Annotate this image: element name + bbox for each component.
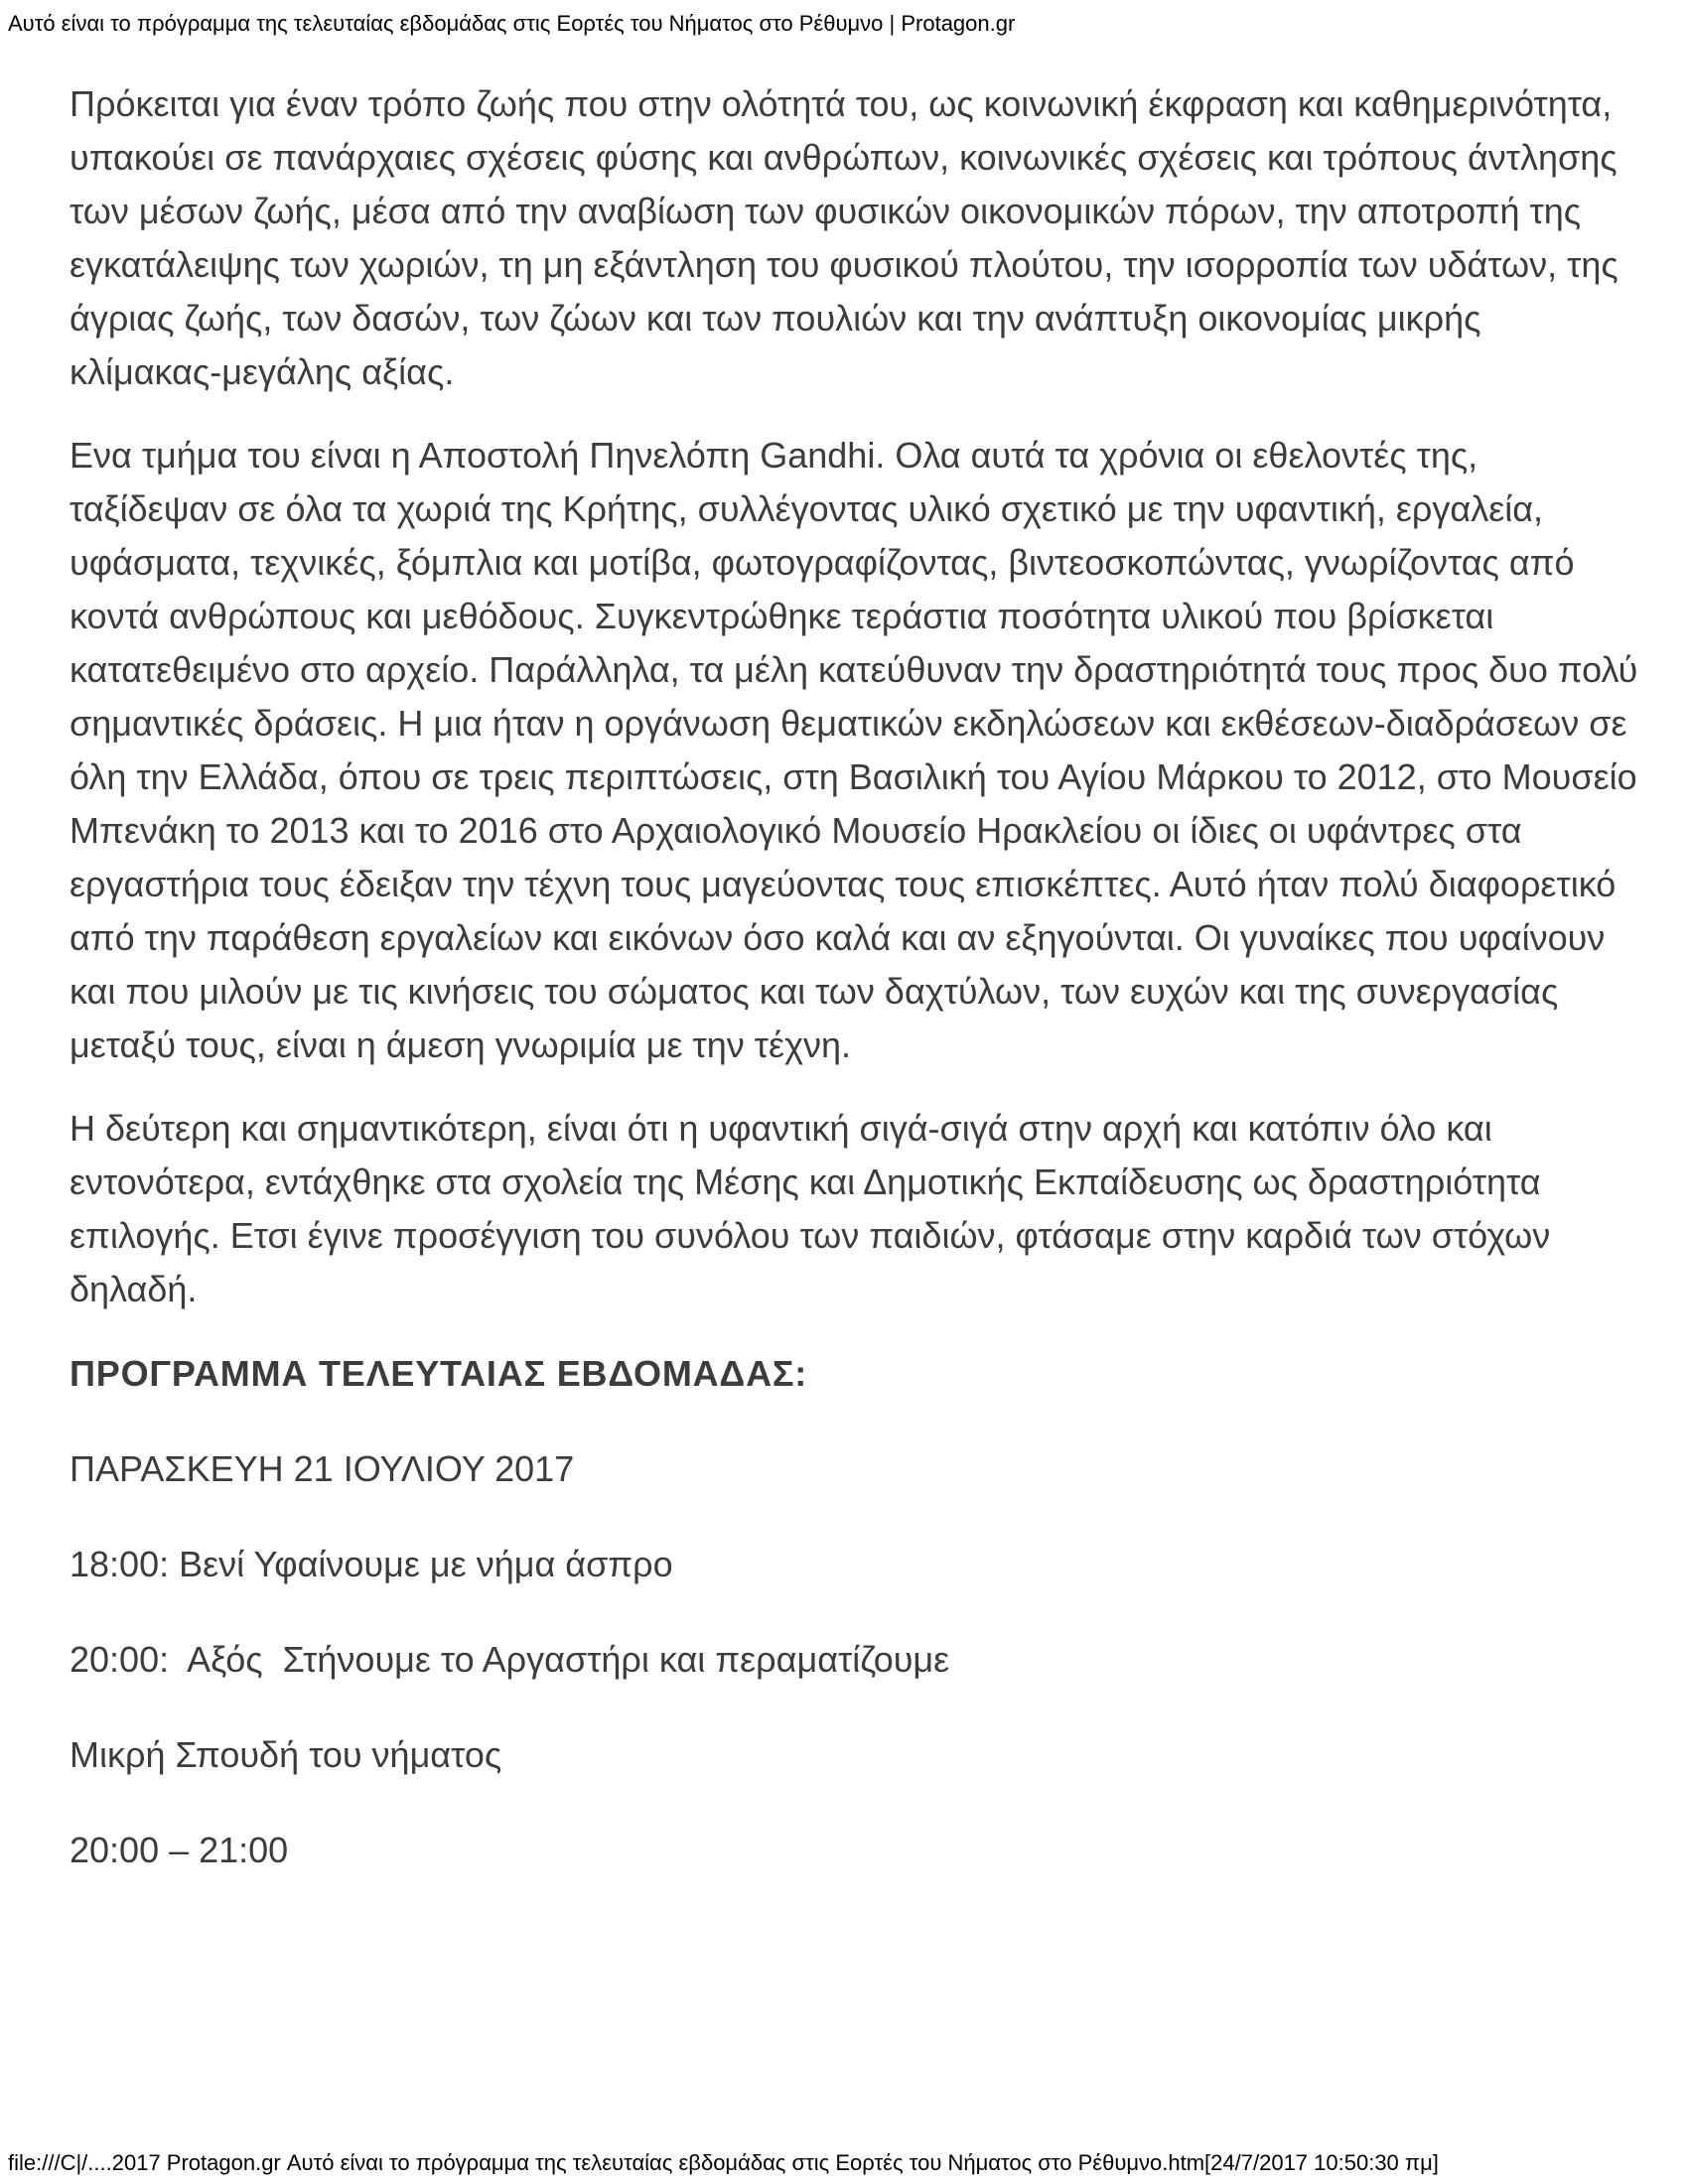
article-body xyxy=(70,77,1638,1877)
print-header-title: Αυτό είναι το πρόγραμμα της τελευταίας εβδομάδας στις Εορτές του Νήματος στο Ρέθυμνο | Protagon.gr xyxy=(8,11,1016,36)
article-paragraph: Ενα τμήμα του είναι η Αποστολή Πηνελόπη Gandhi. Ολα αυτά τα χρόνια οι εθελοντές της, ταξίδεψαν σε όλα τα χωριά της Κρήτης, συλλέγοντας υλικό σχετικό με την υφαντική, εργαλεία, υφάσματα, τεχνικές, ξόμπλια και μοτίβα, φωτογραφίζοντας, βιντεοσκοπώντας, γνωρίζοντας από κοντά ανθρώπους και μεθόδους. Συγκεντρώθηκε τεράστια ποσότητα υλικού που βρίσκεται κατατεθειμένο στο αρχείο. Παράλληλα, τα μέλη κατεύθυναν την δραστηριότητά τους προς δυο πολύ σημαντικές δράσεις. Η μια ήταν η οργάνωση θεματικών εκδηλώσεων και εκθέσεων-διαδράσεων σε όλη την Ελλάδα, όπου σε τρεις περιπτώσεις, στη Βασιλική του Αγίου Μάρκου το 2012, στο Μουσείο Μπενάκη το 2013 και το 2016 στο Αρχαιολογικό Μουσείο Ηρακλείου οι ίδιες οι υφάντρες στα εργαστήρια τους έδειξαν την τέχνη τους μαγεύοντας τους επισκέπτες. Αυτό ήταν πολύ διαφορετικό από την παράθεση εργαλείων και εικόνων όσο καλά και αν εξηγούνται. Οι γυναίκες που υφαίνουν και που μιλούν με τις κινήσεις του σώματος και των δαχτύλων, των ευχών και της συνεργασίας μεταξύ τους, είναι η άμεση γνωριμία με την τέχνη. xyxy=(70,435,1638,1065)
article-paragraph: Πρόκειται για έναν τρόπο ζωής που στην ολότητά του, ως κοινωνική έκφραση και καθημερινότητα, υπακούει σε πανάρχαιες σχέσεις φύσης και ανθρώπων, κοινωνικές σχέσεις και τρόπους άντλησης των μέσων ζωής, μέσα από την αναβίωση των φυσικών οικονομικών πόρων, την αποτροπή της εγκατάλειψης των χωριών, τη μη εξάντληση του φυσικού πλούτου, την ισορροπία των υδάτων, της άγριας ζωής, των δασών, των ζώων και των πουλιών και την ανάπτυξη οικονομίας μικρής κλίμακας-μεγάλης αξίας. xyxy=(70,83,1618,392)
program-heading: ΠΡΟΓΡΑΜΜΑ ΤΕΛΕΥΤΑΙΑΣ ΕΒΔΟΜΑΔΑΣ: xyxy=(70,1353,808,1394)
program-item: 18:00: Βενί Υφαίνουμε με νήμα άσπρο xyxy=(70,1544,673,1584)
program-day: ΠΑΡΑΣΚΕΥΗ 21 ΙΟΥΛΙΟΥ 2017 xyxy=(70,1448,575,1489)
program-item: 20:00: Αξός Στήνουμε το Αργαστήρι και περαματίζουμε xyxy=(70,1639,950,1680)
program-time: 20:00 – 21:00 xyxy=(70,1830,289,1870)
program-list xyxy=(70,1442,1638,1877)
article-paragraph: Η δεύτερη και σημαντικότερη, είναι ότι η υφαντική σιγά-σιγά στην αρχή και κατόπιν όλο και εντονότερα, εντάχθηκε στα σχολεία της Μέσης και Δημοτικής Εκπαίδευσης ως δραστηριότητα επιλογής. Ετσι έγινε προσέγγιση του συνόλου των παιδιών, φτάσαμε στην καρδιά των στόχων δηλαδή. xyxy=(70,1108,1551,1309)
program-item: Μικρή Σπουδή του νήματος xyxy=(70,1734,502,1775)
print-footer-path: file:///C|/....2017 Protagon.gr Αυτό είναι το πρόγραμμα της τελευταίας εβδομάδας στις Εορτές του Νήματος στο Ρέθυμνο.htm[24/7/2017 10:50:30 πμ] xyxy=(8,2150,1439,2175)
